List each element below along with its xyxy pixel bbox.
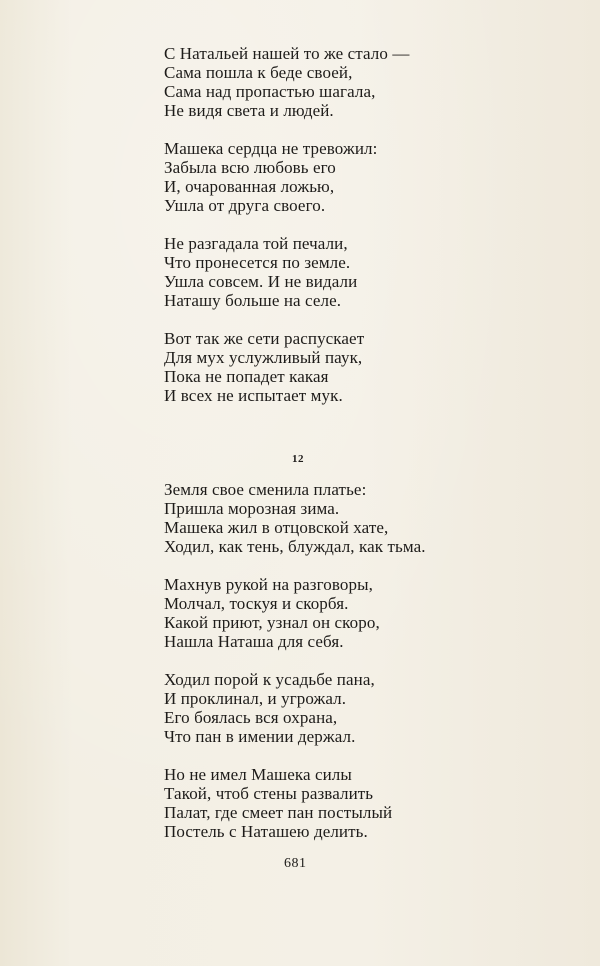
verse-line: Махнув рукой на разговоры, (164, 575, 373, 594)
stanza-gap (164, 215, 564, 234)
verse-line: Вот так же сети распускает (164, 329, 365, 348)
stanza-7 (164, 670, 564, 746)
stanza-8 (164, 765, 564, 841)
verse-line: Ходил, как тень, блуждал, как тьма. (164, 537, 426, 556)
verse-line: Нашла Наташа для себя. (164, 632, 344, 651)
verse-line: И, очарованная ложью, (164, 177, 335, 196)
verse-line: Сама над пропастью шагала, (164, 82, 376, 101)
verse-line: Что пронесется по земле. (164, 253, 351, 272)
verse-line: Ушла совсем. И не видали (164, 272, 358, 291)
verse-line: Земля свое сменила платье: (164, 480, 367, 499)
verse-line: Для мух услужливый паук, (164, 348, 363, 367)
page-number: 681 (284, 856, 307, 871)
verse-line: Сама пошла к беде своей, (164, 63, 353, 82)
verse-line: Его боялась вся охрана, (164, 708, 338, 727)
section-number: 12 (292, 453, 304, 465)
stanza-6 (164, 575, 564, 651)
verse-line: Забыла всю любовь его (164, 158, 336, 177)
verse-line: Машека жил в отцовской хате, (164, 518, 389, 537)
verse-line: Какой приют, узнал он скоро, (164, 613, 380, 632)
stanza-1 (164, 44, 564, 120)
verse-line: Не видя света и людей. (164, 101, 334, 120)
verse-line: Такой, чтоб стены развалить (164, 784, 374, 803)
verse-line: Ходил порой к усадьбе пана, (164, 670, 375, 689)
stanza-gap (164, 556, 564, 575)
verse-line: Машека сердца не тревожил: (164, 139, 378, 158)
poem-part-2 (164, 480, 564, 841)
verse-line: Пока не попадет какая (164, 367, 329, 386)
verse-line: И проклинал, и угрожал. (164, 689, 347, 708)
stanza-4 (164, 329, 564, 405)
verse-line: Что пан в имении держал. (164, 727, 356, 746)
stanza-gap (164, 120, 564, 139)
stanza-gap (164, 746, 564, 765)
verse-line: Пришла морозная зима. (164, 499, 340, 518)
stanza-2 (164, 139, 564, 215)
verse-line: Наташу больше на селе. (164, 291, 342, 310)
stanza-3 (164, 234, 564, 310)
verse-line: Постель с Наташею делить. (164, 822, 368, 841)
stanza-gap (164, 651, 564, 670)
stanza-gap (164, 310, 564, 329)
stanza-5 (164, 480, 564, 556)
poem-part-1 (164, 44, 564, 405)
verse-line: Молчал, тоскуя и скорбя. (164, 594, 349, 613)
verse-line: Ушла от друга своего. (164, 196, 326, 215)
verse-line: Палат, где смеет пан постылый (164, 803, 393, 822)
verse-line: С Натальей нашей то же стало — (164, 44, 410, 63)
verse-line: И всех не испытает мук. (164, 386, 343, 405)
verse-line: Но не имел Машека силы (164, 765, 352, 784)
verse-line: Не разгадала той печали, (164, 234, 348, 253)
